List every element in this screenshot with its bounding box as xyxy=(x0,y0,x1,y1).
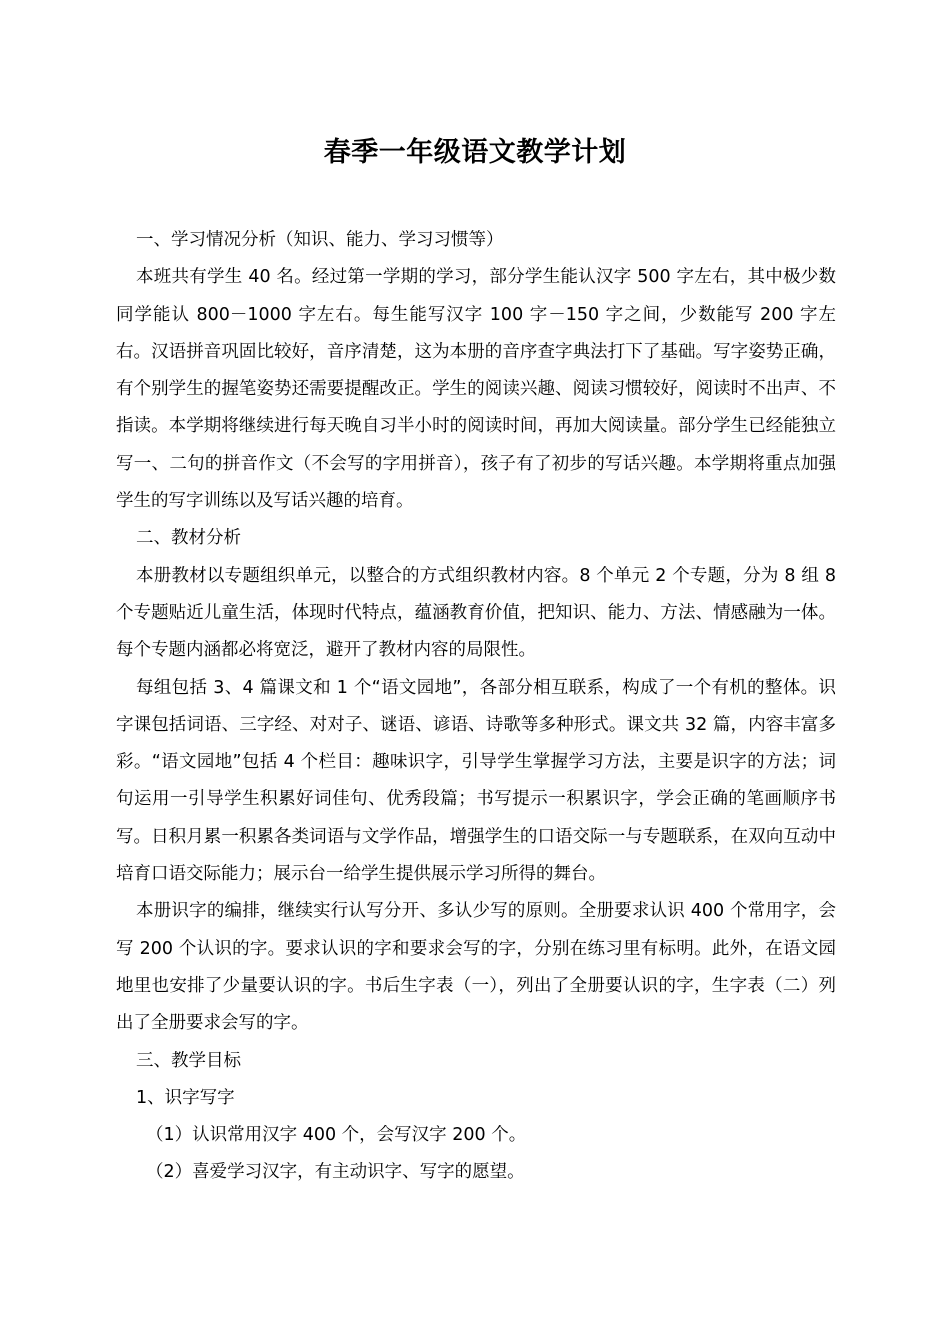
document-body xyxy=(116,222,836,1192)
document-title: 春季一年级语文教学计划 xyxy=(323,137,627,168)
section-heading-teaching-goals: 三、教学目标 xyxy=(136,1050,241,1071)
section-heading-learning-analysis: 一、学习情况分析（知识、能力、学习习惯等） xyxy=(136,230,504,250)
paragraph-literacy-arrangement: 本册识字的编排，继续实行认写分开、多认少写的原则。全册要求认识 400 个常用字，会写 200 个认识的字。要求认识的字和要求会写的字，分别在练习里有标明。此外，在语文园地里也安排了少量要认识的字。书后生字表（一），列出了全册要认识的字，生字表（二）列出了全册要求会写的字。 xyxy=(116,901,836,1034)
goal-item-2: （2）喜爱学习汉字，有主动识字、写字的愿望。 xyxy=(146,1162,525,1183)
paragraph-textbook-groups: 每组包括 3、4 篇课文和 1 个“语文园地”，各部分相互联系，构成了一个有机的整体。识字课包括词语、三字经、对对子、谜语、谚语、诗歌等多种形式。课文共 32 篇，内容丰富多彩。“语文园地”包括 4 个栏目：趣味识字，引导学生掌握学习方法，主要是识字的方法；词句运用一引导学生积累好词佳句、优秀段篇；书写提示一积累识字，学会正确的笔画顺序书写。日积月累一积累各类词语与文学作品，增强学生的口语交际一与专题联系，在双向互动中培育口语交际能力；展示台一给学生提供展示学习所得的舞台。 xyxy=(116,677,836,885)
goal-item-1: （1）认识常用汉字 400 个，会写汉字 200 个。 xyxy=(146,1125,527,1146)
paragraph-learning-analysis: 本班共有学生 40 名。经过第一学期的学习，部分学生能认汉字 500 字左右，其中极少数同学能认 800－1000 字左右。每生能写汉字 100 字－150 字之间，少数能写 200 字左右。汉语拼音巩固比较好，音序清楚，这为本册的音序查字典法打下了基础。写字姿势正确，有个别学生的握笔姿势还需要提醒改正。学生的阅读兴趣、阅读习惯较好，阅读时不出声、不指读。本学期将继续进行每天晚自习半小时的阅读时间，再加大阅读量。部分学生已经能独立写一、二句的拼音作文（不会写的字用拼音），孩子有了初步的写话兴趣。本学期将重点加强学生的写字训练以及写话兴趣的培育。 xyxy=(116,267,836,512)
section-heading-textbook-analysis: 二、教材分析 xyxy=(136,528,241,549)
paragraph-textbook-units: 本册教材以专题组织单元，以整合的方式组织教材内容。8 个单元 2 个专题，分为 8 组 8 个专题贴近儿童生活，体现时代特点，蕴涵教育价值，把知识、能力、方法、情感融为一体。每个专题内涵都必将宽泛，避开了教材内容的局限性。 xyxy=(116,565,836,661)
subheading-literacy-writing: 1、识字写字 xyxy=(136,1087,235,1108)
